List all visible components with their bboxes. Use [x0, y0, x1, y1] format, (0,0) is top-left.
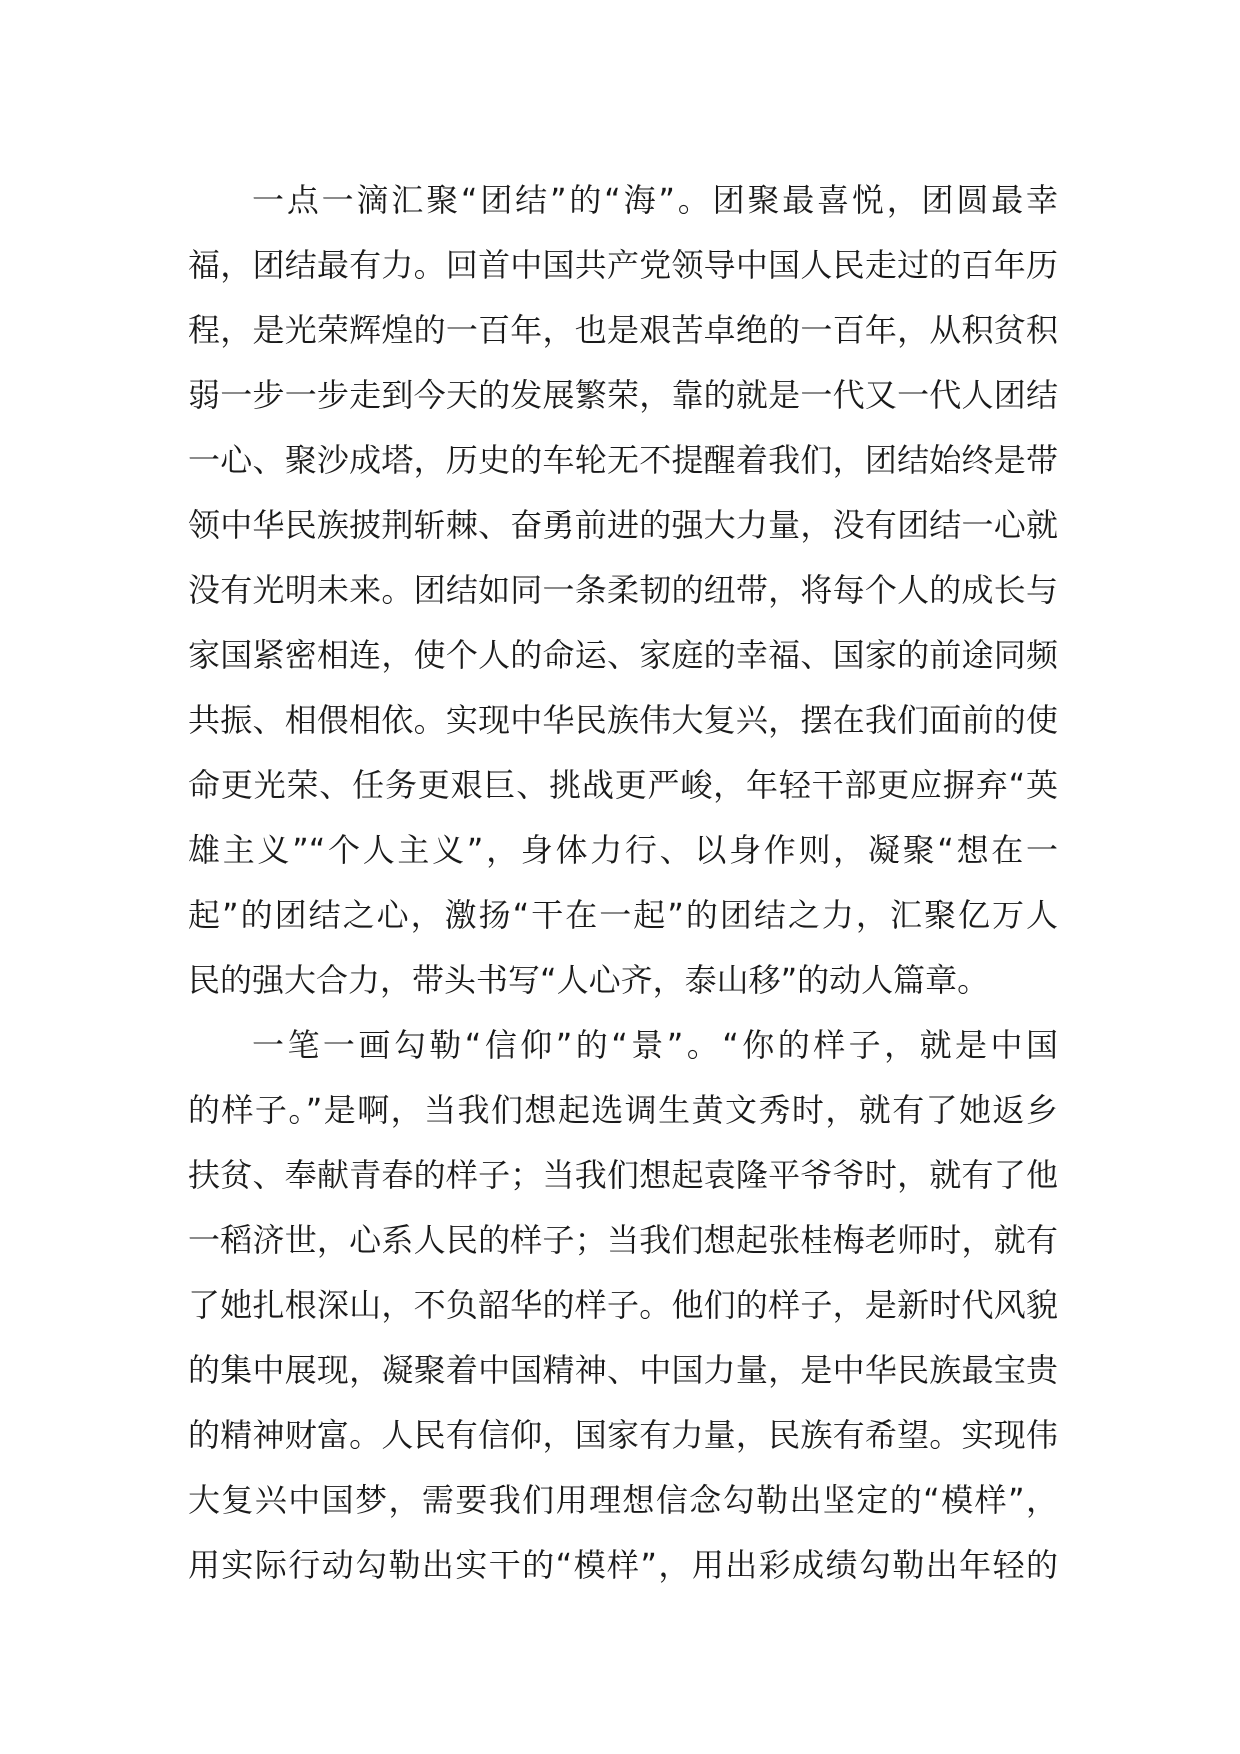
paragraph-2-line-9: 用实际行动勾勒出实干的“模样”，用出彩成绩勾勒出年轻的	[188, 1546, 1058, 1584]
paragraph-2-line-5: 了她扎根深山，不负韶华的样子。他们的样子，是新时代风貌	[188, 1286, 1058, 1324]
paragraph-1-line-8: 家国紧密相连，使个人的命运、家庭的幸福、国家的前途同频	[188, 636, 1058, 674]
paragraph-1-line-7: 没有光明未来。团结如同一条柔韧的纽带，将每个人的成长与	[188, 571, 1058, 609]
paragraph-2-line-6: 的集中展现，凝聚着中国精神、中国力量，是中华民族最宝贵	[188, 1351, 1058, 1389]
paragraph-1-line-10: 命更光荣、任务更艰巨、挑战更严峻，年轻干部更应摒弃“英	[188, 766, 1058, 804]
paragraph-2-line-8: 大复兴中国梦，需要我们用理想信念勾勒出坚定的“模样”，	[188, 1481, 1058, 1519]
paragraph-1-line-6: 领中华民族披荆斩棘、奋勇前进的强大力量，没有团结一心就	[188, 506, 1058, 544]
paragraph-2-line-3: 扶贫、奉献青春的样子；当我们想起袁隆平爷爷时，就有了他	[188, 1156, 1058, 1194]
paragraph-1-line-12: 起”的团结之心，激扬“干在一起”的团结之力，汇聚亿万人	[188, 896, 1058, 934]
paragraph-1-line-11: 雄主义”“个人主义”，身体力行、以身作则，凝聚“想在一	[188, 831, 1058, 869]
paragraph-1-line-13: 民的强大合力，带头书写“人心齐，泰山移”的动人篇章。	[188, 961, 990, 999]
paragraph-2-line-7: 的精神财富。人民有信仰，国家有力量，民族有希望。实现伟	[188, 1416, 1058, 1454]
paragraph-1-line-4: 弱一步一步走到今天的发展繁荣，靠的就是一代又一代人团结	[188, 376, 1058, 414]
paragraph-2-line-2: 的样子。”是啊，当我们想起选调生黄文秀时，就有了她返乡	[188, 1091, 1058, 1129]
paragraph-1-line-1: 一点一滴汇聚“团结”的“海”。团聚最喜悦，团圆最幸	[252, 181, 1058, 219]
paragraph-1-line-9: 共振、相偎相依。实现中华民族伟大复兴，摆在我们面前的使	[188, 701, 1058, 739]
paragraph-1-line-5: 一心、聚沙成塔，历史的车轮无不提醒着我们，团结始终是带	[188, 441, 1058, 479]
paragraph-2-line-4: 一稻济世，心系人民的样子；当我们想起张桂梅老师时，就有	[188, 1221, 1058, 1259]
paragraph-1-line-3: 程，是光荣辉煌的一百年，也是艰苦卓绝的一百年，从积贫积	[188, 311, 1058, 349]
body-text	[188, 168, 1058, 1598]
paragraph-1-line-2: 福，团结最有力。回首中国共产党领导中国人民走过的百年历	[188, 246, 1058, 284]
paragraph-2-line-1: 一笔一画勾勒“信仰”的“景”。“你的样子，就是中国	[252, 1026, 1058, 1064]
